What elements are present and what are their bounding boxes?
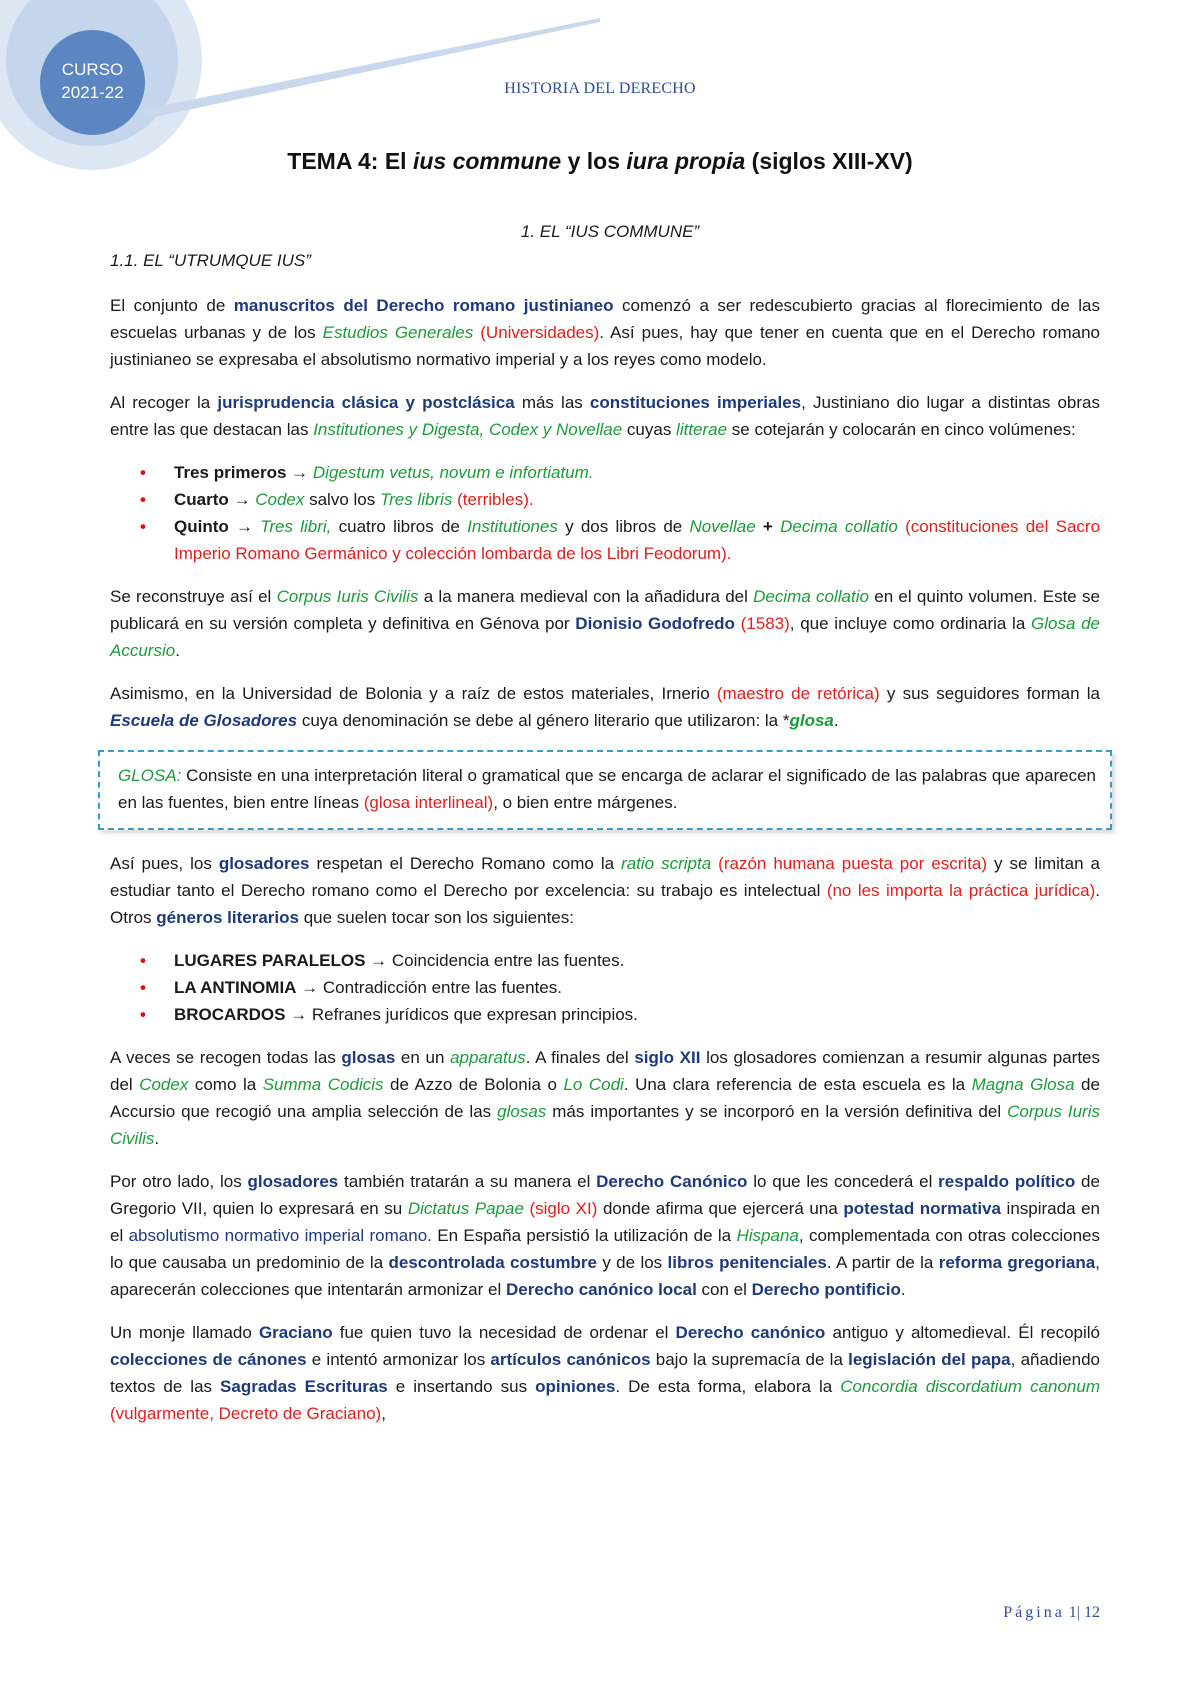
- bullet-icon: •: [140, 951, 146, 970]
- note-text: (siglo XI): [523, 1199, 598, 1218]
- list-item: [110, 513, 1100, 567]
- arrow-icon: →: [228, 517, 261, 536]
- text: e insertando sus: [387, 1377, 536, 1396]
- highlight-term: constituciones imperiales: [589, 393, 802, 412]
- text: comenzó a ser redescubierto gracias al florecimiento de las escuelas urbanas y de los: [110, 296, 1101, 342]
- text: El conjunto de: [110, 296, 234, 315]
- highlight-term: glosadores: [247, 1172, 339, 1191]
- text: → Contradicción entre las fuentes.: [296, 978, 562, 997]
- latin-term: Corpus Iuris Civilis: [276, 587, 419, 606]
- title-part: iura propia: [626, 148, 746, 174]
- list-item: [110, 459, 1100, 486]
- text: , complementada con otras colecciones lo que causaba un predominio de la: [110, 1226, 1100, 1272]
- note-text: (Universidades): [473, 323, 600, 342]
- text: , que incluye como ordinaria la: [789, 614, 1031, 633]
- text: a la manera medieval con la añadidura del: [418, 587, 754, 606]
- text: más las: [514, 393, 590, 412]
- paragraph-8: [110, 1319, 1100, 1427]
- latin-term: Glosa de Accursio: [110, 614, 1101, 660]
- page-footer: [1003, 1604, 1100, 1622]
- note-text: (glosa interlineal): [363, 793, 494, 812]
- text: salvo los: [304, 490, 380, 509]
- literary-genres-list: [110, 947, 1100, 1028]
- text: .: [154, 1129, 160, 1148]
- latin-term: glosa: [789, 711, 834, 730]
- text: antiguo y altomedieval. Él recopiló: [825, 1323, 1101, 1342]
- highlight-term: opiniones: [535, 1377, 616, 1396]
- highlight-term: potestad normativa: [843, 1199, 1001, 1218]
- volumes-list: [110, 459, 1100, 567]
- text: y se limitan a estudiar tanto el Derecho romano como el Derecho por excelencia: su trabajo es intelectual: [110, 854, 1100, 900]
- text: y de los: [596, 1253, 668, 1272]
- paragraph-7: [110, 1168, 1100, 1303]
- page-label: Página: [1003, 1604, 1065, 1621]
- text: como la: [188, 1075, 263, 1094]
- text: en un: [395, 1048, 451, 1067]
- text: Consiste en una interpretación literal o gramatical que se encarga de aclarar el significado de las palabras que aparecen en las fuentes, bien entre líneas: [118, 766, 1096, 812]
- latin-term: Dictatus Papae: [407, 1199, 524, 1218]
- text: lo que les concederá el: [747, 1172, 939, 1191]
- page-total: 12: [1084, 1604, 1100, 1621]
- list-term: LA ANTINOMIA: [174, 978, 297, 997]
- list-item: [110, 974, 1100, 1001]
- latin-term: Novellae: [689, 517, 756, 536]
- text: de Accursio que recogió una amplia selección de las: [110, 1075, 1100, 1121]
- latin-term: apparatus: [450, 1048, 526, 1067]
- highlight-term: artículos canónicos: [490, 1350, 651, 1369]
- latin-term: Institutiones y Digesta, Codex y Novellae: [313, 420, 623, 439]
- text: y dos libros de: [557, 517, 690, 536]
- arrow-icon: →: [228, 490, 256, 509]
- latin-term: Codex: [139, 1075, 189, 1094]
- glosa-definition-box: [98, 750, 1112, 830]
- latin-term: Codex: [255, 490, 305, 509]
- text: → Coincidencia entre las fuentes.: [365, 951, 625, 970]
- latin-term: Corpus Iuris Civilis: [110, 1102, 1100, 1148]
- bullet-icon: •: [140, 490, 146, 509]
- text: con el: [696, 1280, 752, 1299]
- text: cuyas: [622, 420, 677, 439]
- latin-term: ratio scripta: [621, 854, 712, 873]
- text: Un monje llamado: [110, 1323, 259, 1342]
- bullet-icon: •: [140, 517, 146, 536]
- text: .: [175, 641, 180, 660]
- section-heading: 1. EL “IUS COMMUNE”: [520, 222, 700, 241]
- latin-term: Decima collatio: [780, 517, 898, 536]
- text: .: [833, 711, 839, 730]
- highlight-term: siglo XII: [634, 1048, 701, 1067]
- page-number: 1: [1068, 1604, 1077, 1621]
- bullet-icon: •: [140, 463, 146, 482]
- latin-term: Digestum vetus, novum e infortiatum.: [312, 463, 594, 482]
- latin-term: Lo Codi: [563, 1075, 624, 1094]
- highlight-term: Derecho Canónico: [596, 1172, 748, 1191]
- text: también tratarán a su manera el: [338, 1172, 597, 1191]
- header-title: HISTORIA DEL DERECHO: [504, 80, 696, 97]
- text: . Así pues, hay que tener en cuenta que en el Derecho romano justinianeo se expresaba el absolutismo normativo imperial y a los reyes como modelo.: [110, 323, 1100, 369]
- text: donde afirma que ejercerá una: [597, 1199, 844, 1218]
- subsection-heading: 1.1. EL “UTRUMQUE IUS”: [110, 251, 311, 270]
- text: de Gregorio VII, quien lo expresará en su: [110, 1172, 1100, 1218]
- latin-term: GLOSA:: [118, 766, 182, 785]
- highlight-term: Derecho canónico local: [505, 1280, 697, 1299]
- highlight-term: glosas: [341, 1048, 396, 1067]
- note-text: (maestro de retórica): [716, 684, 880, 703]
- text: ,: [381, 1404, 386, 1423]
- highlight-term: Dionisio Godofredo: [575, 614, 735, 633]
- highlight-term: Derecho pontificio: [751, 1280, 901, 1299]
- note-text: (no les importa la práctica jurídica): [826, 881, 1096, 900]
- text: A veces se recogen todas las: [110, 1048, 342, 1067]
- latin-term: litterae: [676, 420, 728, 439]
- text: , Justiniano dio lugar a distintas obras entre las que destacan las: [110, 393, 1100, 439]
- highlight-term: colecciones de cánones: [110, 1350, 307, 1369]
- highlight-term: respaldo político: [938, 1172, 1076, 1191]
- highlight-term: Sagradas Escrituras: [220, 1377, 388, 1396]
- list-item: [110, 947, 1100, 974]
- highlight-term: géneros literarios: [156, 908, 299, 927]
- text: . Otros: [110, 881, 1100, 927]
- bullet-icon: •: [140, 978, 146, 997]
- document-title: [0, 148, 1200, 175]
- glosa-definition: [118, 762, 1096, 816]
- text: de Azzo de Bolonia o: [383, 1075, 564, 1094]
- latin-term: Hispana: [736, 1226, 799, 1245]
- latin-term: Tres libri,: [260, 517, 332, 536]
- title-part: ius commune: [412, 148, 562, 174]
- highlight-term: descontrolada costumbre: [388, 1253, 597, 1272]
- list-term: BROCARDOS: [174, 1005, 286, 1024]
- text: Asimismo, en la Universidad de Bolonia y a raíz de estos materiales, Irnerio: [110, 684, 717, 703]
- text: , o bien entre márgenes.: [493, 793, 678, 812]
- latin-term: Institutiones: [467, 517, 558, 536]
- text: fue quien tuvo la necesidad de ordenar el: [332, 1323, 676, 1342]
- page-separator: |: [1076, 1604, 1080, 1621]
- highlight-term: absolutismo normativo imperial romano: [128, 1226, 428, 1245]
- highlight-term: legislación del papa: [848, 1350, 1011, 1369]
- text: . En España persistió la utilización de la: [427, 1226, 737, 1245]
- text: . Una clara referencia de esta escuela es la: [623, 1075, 972, 1094]
- list-term: Quinto: [174, 517, 229, 536]
- highlight-term: glosadores: [218, 854, 310, 873]
- note-text: (1583): [734, 614, 790, 633]
- arrow-icon: →: [286, 463, 313, 482]
- title-part: TEMA 4: El: [287, 148, 413, 174]
- list-term: LUGARES PARALELOS: [174, 951, 366, 970]
- latin-term: Tres libris: [379, 490, 453, 509]
- latin-term: Magna Glosa: [971, 1075, 1075, 1094]
- text: e intentó armonizar los: [306, 1350, 491, 1369]
- note-text: (terribles).: [452, 490, 534, 509]
- paragraph-3: [110, 583, 1100, 664]
- paragraph-4: [110, 680, 1100, 734]
- latin-term: Estudios Generales: [322, 323, 474, 342]
- text: Al recoger la: [110, 393, 218, 412]
- list-item: [110, 1001, 1100, 1028]
- text: Por otro lado, los: [110, 1172, 248, 1191]
- highlight-term: Graciano: [258, 1323, 333, 1342]
- text: cuatro libros de: [331, 517, 468, 536]
- text: más importantes y se incorporó en la versión definitiva del: [546, 1102, 1008, 1121]
- highlight-term: reforma gregoriana: [938, 1253, 1096, 1272]
- text: +: [755, 517, 781, 536]
- paragraph-2: [110, 389, 1100, 443]
- title-part: y los: [561, 148, 627, 174]
- text: .: [900, 1280, 906, 1299]
- text: se cotejarán y colocarán en cinco volúmenes:: [727, 420, 1076, 439]
- bullet-icon: •: [140, 1005, 146, 1024]
- text: Se reconstruye así el: [110, 587, 277, 606]
- list-item: [110, 486, 1100, 513]
- highlight-term: manuscritos del Derecho romano justinianeo: [233, 296, 614, 315]
- highlight-term: Escuela de Glosadores: [110, 711, 298, 730]
- text: respetan el Derecho Romano como la: [309, 854, 622, 873]
- highlight-term: libros penitenciales: [667, 1253, 827, 1272]
- title-part: (siglos XIII-XV): [745, 148, 913, 174]
- badge-line-2: 2021-22: [61, 83, 124, 102]
- text: en el quinto volumen. Este se publicará en su versión completa y definitiva en Génova por: [110, 587, 1100, 633]
- text: los glosadores comienzan a resumir algunas partes del: [110, 1048, 1101, 1094]
- latin-term: Decima collatio: [753, 587, 869, 606]
- text: bajo la supremacía de la: [650, 1350, 849, 1369]
- note-text: (constituciones del Sacro Imperio Romano Germánico y colección lombarda de los Libri Feodorum).: [174, 517, 1101, 563]
- latin-term: Summa Codicis: [262, 1075, 384, 1094]
- text: , añadiendo textos de las: [110, 1350, 1100, 1396]
- note-text: (razón humana puesta por escrita): [711, 854, 988, 873]
- paragraph-1: [110, 292, 1100, 373]
- list-term: Tres primeros: [174, 463, 287, 482]
- text: que suelen tocar son los siguientes:: [298, 908, 574, 927]
- text: Así pues, los: [110, 854, 219, 873]
- text: cuya denominación se debe al género literario que utilizaron: la *: [297, 711, 790, 730]
- text: . De esta forma, elabora la: [615, 1377, 841, 1396]
- note-text: (vulgarmente, Decreto de Graciano): [110, 1404, 382, 1423]
- text: . A partir de la: [826, 1253, 939, 1272]
- text: , aparecerán colecciones que intentarán armonizar el: [110, 1253, 1100, 1299]
- list-term: Cuarto: [174, 490, 229, 509]
- text: y sus seguidores forman la: [879, 684, 1100, 703]
- highlight-term: Derecho canónico: [675, 1323, 826, 1342]
- paragraph-6: [110, 1044, 1100, 1152]
- document-body: [110, 218, 1100, 1443]
- latin-term: glosas: [497, 1102, 547, 1121]
- highlight-term: jurisprudencia clásica y postclásica: [217, 393, 515, 412]
- badge-line-1: CURSO: [61, 60, 124, 79]
- text: inspirada en el: [110, 1199, 1101, 1245]
- text: → Refranes jurídicos que expresan principios.: [285, 1005, 638, 1024]
- latin-term: Concordia discordatium canonum: [840, 1377, 1101, 1396]
- paragraph-5: [110, 850, 1100, 931]
- text: . A finales del: [525, 1048, 635, 1067]
